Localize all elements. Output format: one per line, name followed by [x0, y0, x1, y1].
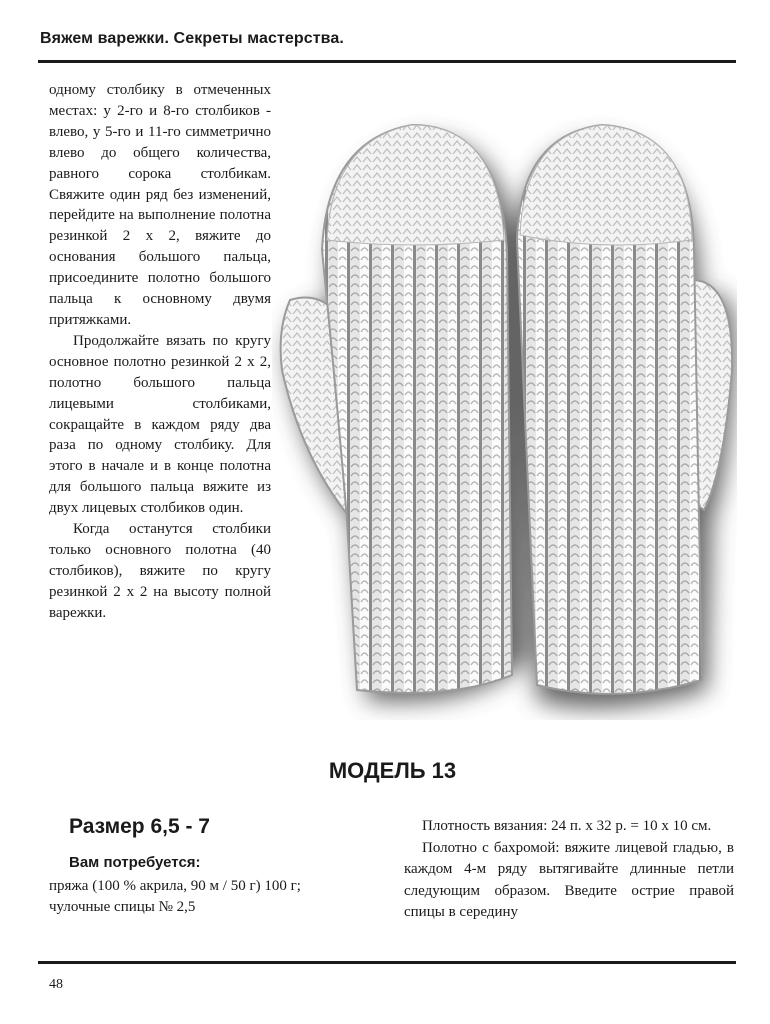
- density-line: Плотность вязания: 24 п. х 32 р. = 10 х 10 см.: [422, 818, 712, 834]
- paragraph-3: Когда останутся столбики только основного полотна (40 столбиков), вяжите по кругу резинкой 2 х 2 на высоту полной варежки.: [49, 521, 271, 621]
- model-title: МОДЕЛЬ 13: [328, 758, 457, 783]
- running-title: Вяжем варежки. Секреты мастерства.: [40, 30, 344, 47]
- header-rule: [38, 60, 736, 63]
- footer-rule: [38, 961, 736, 964]
- paragraph-1: одному столбику в отмеченных местах: у 2-го и 8-го столбиков - влево, у 5-го и 11-го симметрично влево до общего количества, равного сорока столбикам. Свяжите один ряд без изменений, перейдите на выполнение полотна резинкой 2 х 2, вяжите до основания большого пальца, присоедините полотно большого пальца к основному двумя притяжками.: [49, 82, 271, 328]
- left-text-column: [49, 80, 271, 624]
- materials-list: [49, 876, 389, 918]
- size-heading: Размер 6,5 - 7: [69, 815, 210, 838]
- materials-line-yarn: пряжа (100 % акрила, 90 м / 50 г) 100 г;: [49, 878, 301, 894]
- paragraph-2: Продолжайте вязать по кругу основное полотно резинкой 2 х 2, полотно большого пальца лицевыми столбиками, сокращайте в каждом ряду два раза по одному столбику. Для этого в начале и в конце полотна для большого пальца вяжите из двух лицевых столбиков один.: [49, 332, 271, 517]
- left-mitten: [281, 125, 512, 693]
- mittens-photo: [272, 100, 737, 720]
- fringe-paragraph: Полотно с бахромой: вяжите лицевой гладью, в каждом 4-м ряду вытягивайте длинные петли следующим образом. Введите острие правой спицы в середину: [404, 839, 734, 920]
- materials-heading: Вам потребуется:: [69, 854, 201, 871]
- materials-line-needles: чулочные спицы № 2,5: [49, 899, 196, 915]
- page-number: 48: [49, 977, 63, 992]
- right-text-column: [404, 816, 734, 924]
- right-mitten: [517, 125, 732, 694]
